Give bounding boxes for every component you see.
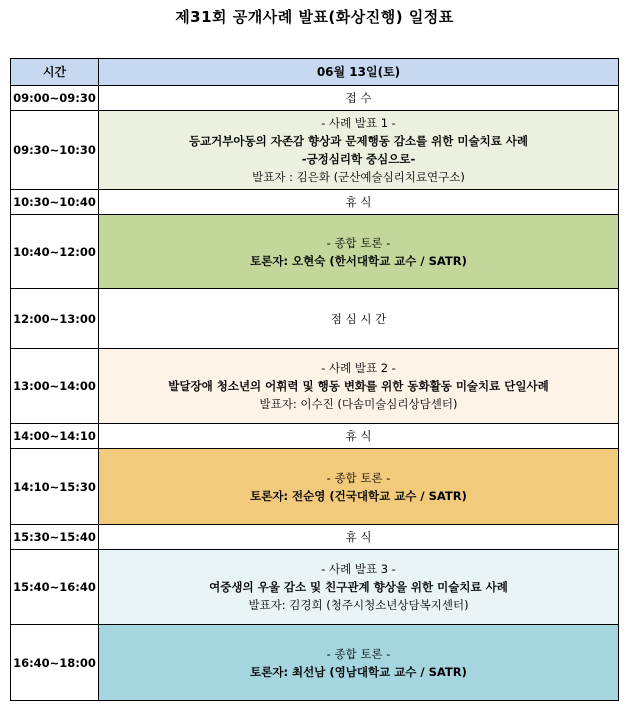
event-cell <box>99 111 619 190</box>
event-cell <box>99 424 619 449</box>
event-cell <box>99 625 619 701</box>
presenter: 발표자: 김경희 (청주시청소년상담복지센터) <box>248 598 469 612</box>
schedule-row-discussion-3 <box>11 625 619 701</box>
schedule-row-presentation-3 <box>11 550 619 625</box>
time-cell: 14:00~14:10 <box>11 424 99 449</box>
time-cell: 12:00~13:00 <box>11 289 99 349</box>
schedule-row-lunch <box>11 289 619 349</box>
schedule-row-presentation-2 <box>11 349 619 424</box>
time-cell: 09:30~10:30 <box>11 111 99 190</box>
time-cell: 16:40~18:00 <box>11 625 99 701</box>
time-cell: 15:40~16:40 <box>11 550 99 625</box>
presentation-title: 등교거부아동의 자존감 향상과 문제행동 감소를 위한 미술치료 사례 <box>188 134 529 148</box>
schedule-table <box>10 58 619 701</box>
schedule-row-break <box>11 525 619 550</box>
session-heading: - 사례 발표 2 - <box>321 361 396 375</box>
event-cell <box>99 289 619 349</box>
discussant: 토론자: 최선남 (영남대학교 교수 / SATR) <box>250 664 467 679</box>
schedule-row-reception <box>11 86 619 111</box>
schedule-row-discussion-2 <box>11 449 619 525</box>
discussant: 토론자: 오현숙 (한서대학교 교수 / SATR) <box>250 253 467 268</box>
schedule-row-break <box>11 190 619 215</box>
discussant: 토론자: 전순영 (건국대학교 교수 / SATR) <box>250 488 467 503</box>
time-cell: 15:30~15:40 <box>11 525 99 550</box>
session-heading: - 종합 토론 - <box>326 646 391 661</box>
page-title: 제31회 공개사례 발표(화상진행) 일정표 <box>175 8 454 26</box>
event-cell <box>99 525 619 550</box>
event-cell <box>99 86 619 111</box>
event-label: 휴 식 <box>345 429 372 443</box>
schedule-row-discussion-1 <box>11 215 619 289</box>
time-column-header: 시간 <box>11 59 99 86</box>
time-cell: 13:00~14:00 <box>11 349 99 424</box>
event-cell <box>99 550 619 625</box>
schedule-row-presentation-1 <box>11 111 619 190</box>
presentation-title: 여중생의 우울 감소 및 친구관계 향상을 위한 미술치료 사례 <box>209 580 508 594</box>
time-cell: 09:00~09:30 <box>11 86 99 111</box>
presenter: 발표자 : 김은화 (군산예술심리치료연구소) <box>252 170 465 184</box>
table-header-row <box>11 59 619 86</box>
event-label: 점 심 시 간 <box>330 311 387 326</box>
time-cell: 10:40~12:00 <box>11 215 99 289</box>
event-label: 접 수 <box>345 91 372 105</box>
presentation-title: 발달장애 청소년의 어휘력 및 행동 변화를 위한 동화활동 미술치료 단일사례 <box>168 379 549 393</box>
session-heading: - 종합 토론 - <box>326 235 391 250</box>
event-cell <box>99 349 619 424</box>
presentation-subtitle: -긍정심리학 중심으로- <box>301 152 416 166</box>
session-heading: - 사례 발표 3 - <box>321 562 396 576</box>
event-cell <box>99 215 619 289</box>
schedule-row-break <box>11 424 619 449</box>
presenter: 발표자: 이수진 (다솜미술심리상담센터) <box>259 397 458 411</box>
event-cell <box>99 190 619 215</box>
time-cell: 14:10~15:30 <box>11 449 99 525</box>
time-cell: 10:30~10:40 <box>11 190 99 215</box>
event-label: 휴 식 <box>345 530 372 544</box>
session-heading: - 종합 토론 - <box>326 470 391 485</box>
event-label: 휴 식 <box>345 195 372 209</box>
date-column-header: 06월 13일(토) <box>99 59 619 86</box>
event-cell <box>99 449 619 525</box>
session-heading: - 사례 발표 1 - <box>321 116 396 130</box>
